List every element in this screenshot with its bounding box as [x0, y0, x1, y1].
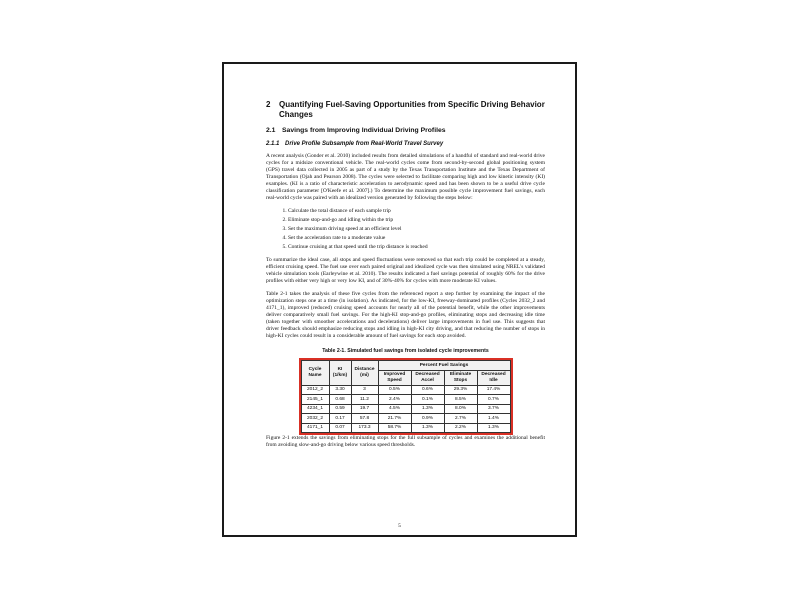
cell-distance: 3: [351, 385, 378, 395]
cell-eliminate-stops: 29.3%: [444, 385, 477, 395]
cell-distance: 11.2: [351, 395, 378, 405]
cell-decreased-idle: 0.7%: [477, 395, 510, 405]
page-number: 5: [398, 523, 401, 529]
table-row: [301, 385, 510, 395]
col-header-improved-speed: Improved Speed: [378, 370, 411, 385]
report-page: [222, 62, 577, 537]
paragraph-figure-intro: Figure 2-1 extends the savings from eliminating stops for the full subsample of cycles and examines the additional benefit from avoiding slow-and-go driving below various speed thresholds.: [266, 435, 545, 449]
fuel-savings-table: [301, 360, 511, 433]
col-header-cycle: Cycle Name: [301, 361, 329, 386]
col-header-decreased-idle: Decreased Idle: [477, 370, 510, 385]
cell-improved-speed: 4.5%: [378, 404, 411, 414]
cell-ki: 0.07: [329, 423, 351, 433]
cell-decreased-accel: 1.3%: [411, 423, 444, 433]
method-step: 2. Eliminate stop-and-go and idling within the trip: [288, 217, 545, 224]
cell-decreased-idle: 1.4%: [477, 414, 510, 424]
cell-improved-speed: 58.7%: [378, 423, 411, 433]
cell-cycle-name: 2032_2: [301, 414, 329, 424]
method-step: 1. Calculate the total distance of each sample trip: [288, 208, 545, 215]
cell-improved-speed: 2.4%: [378, 395, 411, 405]
cell-cycle-name: 4171_1: [301, 423, 329, 433]
cell-decreased-idle: 3.7%: [477, 404, 510, 414]
subsection-number: 2.1: [266, 127, 276, 134]
subsubsection-heading: [266, 140, 545, 148]
subsection-title: Savings from Improving Individual Driving Profiles: [282, 127, 446, 134]
cell-distance: 57.8: [351, 414, 378, 424]
col-header-eliminate-stops: Eliminate Stops: [444, 370, 477, 385]
cell-decreased-idle: 17.4%: [477, 385, 510, 395]
cell-decreased-accel: 0.6%: [411, 385, 444, 395]
col-header-group: Percent Fuel Savings: [378, 361, 510, 371]
cell-distance: 19.7: [351, 404, 378, 414]
cell-decreased-idle: 1.3%: [477, 423, 510, 433]
subsection-heading: [266, 126, 545, 135]
section-heading: [266, 100, 545, 120]
col-header-ki: KI (1/km): [329, 361, 351, 386]
table-row: [301, 414, 510, 424]
cell-eliminate-stops: 2.2%: [444, 423, 477, 433]
table-body: [301, 385, 510, 433]
table-row: [301, 423, 510, 433]
cell-eliminate-stops: 8.5%: [444, 395, 477, 405]
col-header-distance: Distance (mi): [351, 361, 378, 386]
cell-decreased-accel: 0.1%: [411, 395, 444, 405]
table-row: [301, 395, 510, 405]
method-step: 4. Set the acceleration rate to a moderate value: [288, 235, 545, 242]
red-highlight-box: [299, 358, 513, 435]
cell-eliminate-stops: 2.7%: [444, 414, 477, 424]
cell-decreased-accel: 0.9%: [411, 414, 444, 424]
paragraph-table-discussion: Table 2-1 takes the analysis of these five cycles from the referenced report a step further by examining the impact of the optimization steps one at a time (in isolation). As indicated, for the low-KI, freeway-dominated profiles (Cycles 2032_2 and 4171_1), improved (reduced) cruising speed accounts for nearly all of the potential benefit, while the other improvements deliver comparatively small fuel savings. For the high-KI stop-and-go profiles, eliminating stops and decreasing idle time (taken together with smoother accelerations and decelerations) deliver large improvements in fuel use. This suggests that driver feedback should emphasize reducing stops and idling in high-KI city driving, and that reducing the number of stops in high-KI cycles could result in a considerable amount of fuel savings for each stop avoided.: [266, 291, 545, 339]
cell-ki: 0.68: [329, 395, 351, 405]
table-block: [266, 348, 545, 435]
method-step: 5. Continue cruising at that speed until the trip distance is reached: [288, 244, 545, 251]
cell-decreased-accel: 1.3%: [411, 404, 444, 414]
cell-cycle-name: 4234_1: [301, 404, 329, 414]
cell-improved-speed: 21.7%: [378, 414, 411, 424]
cell-ki: 0.17: [329, 414, 351, 424]
subsubsection-number: 2.1.1: [266, 141, 280, 147]
cell-ki: 0.59: [329, 404, 351, 414]
table-header: [301, 361, 510, 386]
section-title: Quantifying Fuel-Saving Opportunities from Specific Driving Behavior Changes: [279, 100, 545, 119]
table-caption: Table 2-1. Simulated fuel savings from isolated cycle improvements: [322, 348, 489, 354]
cell-improved-speed: 0.5%: [378, 385, 411, 395]
method-step-list: [266, 208, 545, 251]
subsubsection-title: Drive Profile Subsample from Real-World Travel Survey: [285, 141, 444, 147]
cell-cycle-name: 2145_1: [301, 395, 329, 405]
paragraph-intro: A recent analysis (Gonder et al. 2010) included results from detailed simulations of a handful of standard and real-world drive cycles for a midsize conventional vehicle. The real-world cycles come from second-by-second global positioning system (GPS) travel data collected in 2005 as part of a study by the Texas Transportation Institute and the Texas Department of Transportation (Ojah and Pearson 2008). The cycles were selected to facilitate comparing high and low kinetic intensity (KI) examples. (KI is a ratio of characteristic acceleration to aerodynamic speed and has been shown to be a useful drive cycle classification parameter [O'Keefe et al. 2007].) To determine the maximum possible cycle improvement fuel savings, each real-world cycle was paired with an idealized version generated by following the steps below:: [266, 153, 545, 201]
paragraph-results: To summarize the ideal case, all stops and speed fluctuations were removed so that each trip could be completed at a steady, efficient cruising speed. The fuel use over each paired original and idealized cycle was then simulated using NREL's validated vehicle simulation tools (Earleywine et al. 2010). The results indicated a fuel savings potential of roughly 60% for the drive profiles with either very high or very low KI, and of 30%-40% for cycles with more moderate KI values.: [266, 257, 545, 284]
cell-eliminate-stops: 8.0%: [444, 404, 477, 414]
col-header-decreased-accel: Decreased Accel: [411, 370, 444, 385]
section-number: 2: [266, 100, 271, 109]
method-step: 3. Set the maximum driving speed at an efficient level: [288, 226, 545, 233]
table-row: [301, 404, 510, 414]
cell-distance: 173.3: [351, 423, 378, 433]
cell-ki: 3.30: [329, 385, 351, 395]
cell-cycle-name: 2012_2: [301, 385, 329, 395]
